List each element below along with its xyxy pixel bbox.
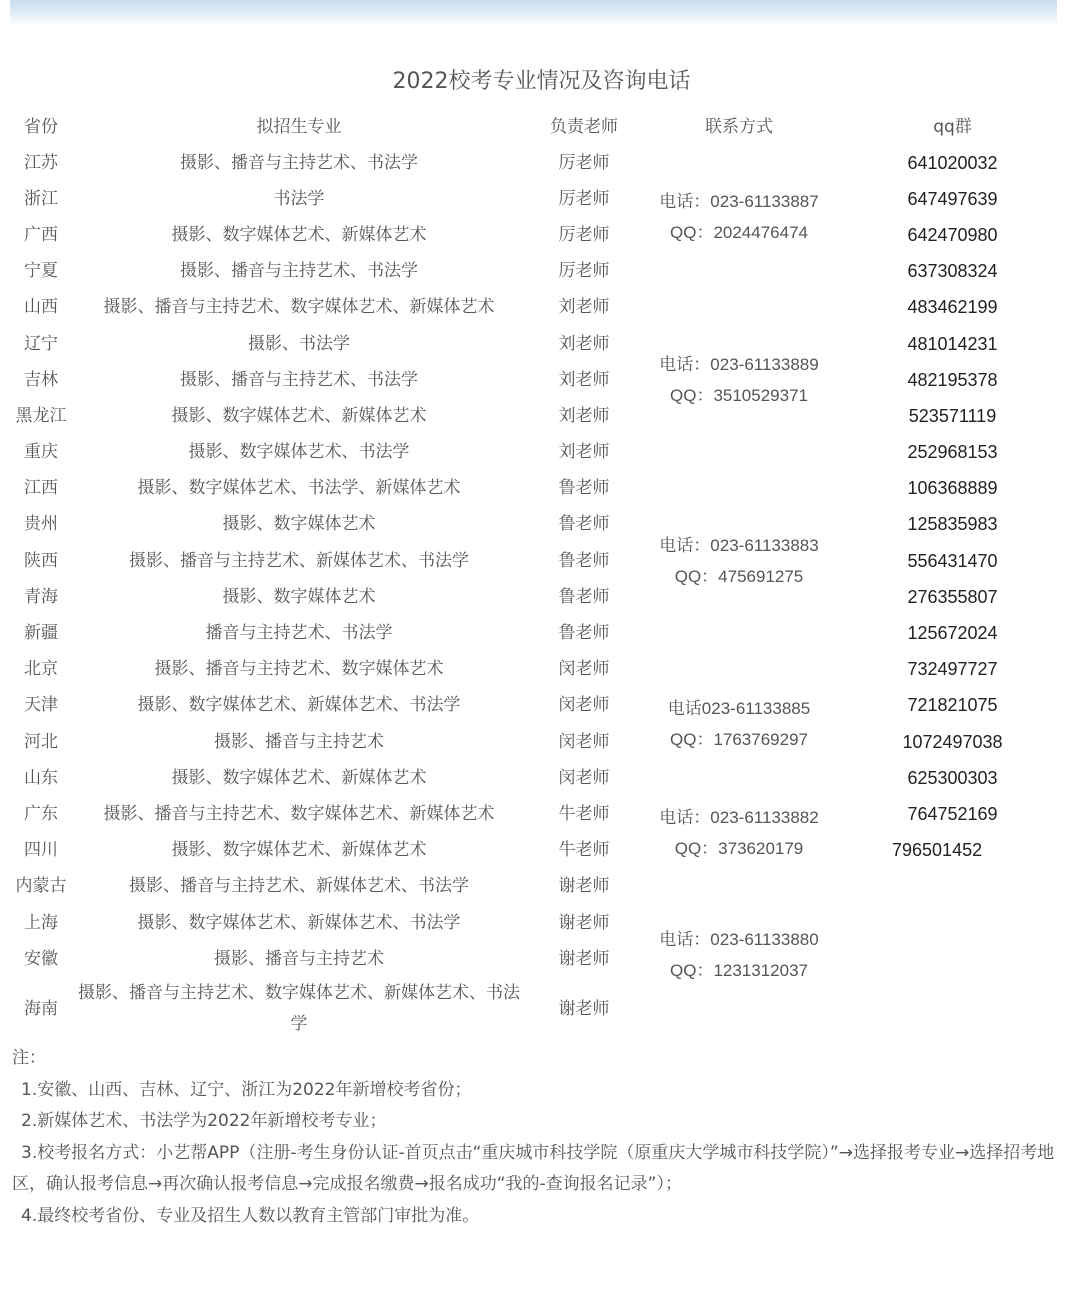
province-cell: 北京 <box>24 659 58 680</box>
contact-cell <box>644 796 834 868</box>
province-cell: 新疆 <box>24 623 58 644</box>
major-cell: 摄影、播音与主持艺术、新媒体艺术、书法学 <box>129 876 469 897</box>
page-title: 2022校考专业情况及咨询电话 <box>392 69 691 94</box>
table-row <box>8 688 1071 724</box>
table-row <box>8 977 1071 1041</box>
contact-qq: QQ：475691275 <box>674 567 804 587</box>
admissions-table <box>8 110 1071 1041</box>
qq-group-cell: 125672024 <box>907 623 998 644</box>
table-row <box>8 507 1071 543</box>
qq-group-cell <box>834 941 1071 977</box>
province-cell: 安徽 <box>24 948 58 969</box>
major-cell: 摄影、书法学 <box>248 333 350 354</box>
header-province: 省份 <box>24 117 58 137</box>
table-row <box>8 615 1071 651</box>
province-cell: 吉林 <box>24 369 58 390</box>
contact-qq: QQ：1763769297 <box>670 730 808 749</box>
table-row <box>8 760 1071 796</box>
note-item: 4.最终校考省份、专业及招生人数以教育主管部门审批为准。 <box>21 1205 480 1226</box>
table-row <box>8 471 1071 507</box>
qq-group-cell: 647497639 <box>907 188 998 209</box>
major-cell: 摄影、数字媒体艺术 <box>222 586 376 607</box>
contact-cell <box>644 290 834 471</box>
table-row <box>8 543 1071 579</box>
province-cell: 陕西 <box>24 550 58 571</box>
major-cell: 摄影、播音与主持艺术、数字媒体艺术 <box>154 659 444 680</box>
major-cell: 摄影、播音与主持艺术、数字媒体艺术、新媒体艺术 <box>103 297 495 318</box>
province-cell: 贵州 <box>24 514 58 535</box>
table-row <box>8 869 1071 905</box>
major-cell: 摄影、播音与主持艺术 <box>214 731 384 752</box>
major-cell: 摄影、数字媒体艺术、新媒体艺术 <box>171 405 427 426</box>
table-row <box>8 833 1071 869</box>
table-row <box>8 652 1071 688</box>
major-cell: 摄影、数字媒体艺术、新媒体艺术 <box>171 767 427 788</box>
qq-group-cell: 764752169 <box>907 803 998 824</box>
contact-phone: 电话023-61133885 <box>667 699 811 718</box>
major-cell: 摄影、数字媒体艺术、书法学、新媒体艺术 <box>137 478 461 499</box>
table-row <box>8 796 1071 832</box>
table-header-row <box>8 110 1071 145</box>
contact-cell <box>644 471 834 652</box>
qq-group-cell: 106368889 <box>907 478 998 499</box>
major-cell: 摄影、播音与主持艺术、数字媒体艺术、新媒体艺术、书法学 <box>78 983 520 1035</box>
teacher-cell: 鲁老师 <box>558 623 610 644</box>
teacher-cell: 闵老师 <box>558 767 610 788</box>
province-cell: 山西 <box>24 297 58 318</box>
table-row <box>8 145 1071 181</box>
teacher-cell: 刘老师 <box>558 405 610 426</box>
qq-group-cell: 796501452 <box>892 840 983 861</box>
province-cell: 河北 <box>24 731 58 752</box>
header-contact: 联系方式 <box>705 117 773 137</box>
qq-group-cell: 721821075 <box>907 695 998 716</box>
province-cell: 上海 <box>24 912 58 933</box>
major-cell: 摄影、数字媒体艺术、新媒体艺术 <box>171 840 427 861</box>
table-row <box>8 181 1071 217</box>
teacher-cell: 谢老师 <box>558 998 610 1019</box>
contact-phone: 电话：023-61133889 <box>659 355 819 375</box>
contact-cell <box>644 869 834 1042</box>
province-cell: 海南 <box>24 998 58 1019</box>
qq-group-cell: 732497727 <box>907 659 998 680</box>
teacher-cell: 刘老师 <box>558 442 610 463</box>
note-item: 1.安徽、山西、吉林、辽宁、浙江为2022年新增校考省份； <box>21 1079 472 1100</box>
province-cell: 重庆 <box>24 442 58 463</box>
qq-group-cell: 641020032 <box>907 152 998 173</box>
teacher-cell: 厉老师 <box>558 188 610 209</box>
teacher-cell: 闵老师 <box>558 731 610 752</box>
contact-phone: 电话：023-61133887 <box>659 192 819 212</box>
teacher-cell: 厉老师 <box>558 261 610 282</box>
province-cell: 江西 <box>24 478 58 499</box>
contact-phone: 电话：023-61133882 <box>659 807 819 827</box>
contact-qq: QQ：3510529371 <box>670 386 808 406</box>
contact-cell <box>644 145 834 290</box>
qq-group-cell: 523571119 <box>908 405 997 426</box>
table-row <box>8 724 1071 760</box>
teacher-cell: 刘老师 <box>558 369 610 390</box>
contact-cell <box>644 652 834 797</box>
table-row <box>8 290 1071 326</box>
major-cell: 摄影、播音与主持艺术、新媒体艺术、书法学 <box>129 550 469 571</box>
teacher-cell: 鲁老师 <box>558 478 610 499</box>
header-teacher: 负责老师 <box>550 117 618 137</box>
contact-phone: 电话：023-61133880 <box>659 930 819 950</box>
province-cell: 四川 <box>24 840 58 861</box>
teacher-cell: 厉老师 <box>558 152 610 173</box>
province-cell: 宁夏 <box>24 261 58 282</box>
teacher-cell: 刘老师 <box>558 297 610 318</box>
contact-qq: QQ：2024476474 <box>670 223 808 243</box>
major-cell: 摄影、播音与主持艺术、书法学 <box>180 261 418 282</box>
table-row <box>8 579 1071 615</box>
major-cell: 摄影、播音与主持艺术、数字媒体艺术、新媒体艺术 <box>103 803 495 824</box>
major-cell: 摄影、播音与主持艺术 <box>214 948 384 969</box>
qq-group-cell <box>834 869 1071 905</box>
qq-group-cell: 556431470 <box>907 550 998 571</box>
major-cell: 摄影、数字媒体艺术、书法学 <box>188 442 410 463</box>
table-row <box>8 941 1071 977</box>
qq-group-cell: 642470980 <box>907 224 998 245</box>
province-cell: 青海 <box>24 586 58 607</box>
header-qq-group: qq群 <box>933 117 972 137</box>
qq-group-cell: 625300303 <box>907 767 998 788</box>
major-cell: 摄影、数字媒体艺术、新媒体艺术、书法学 <box>137 695 461 716</box>
province-cell: 广西 <box>24 224 58 245</box>
table-row <box>8 254 1071 290</box>
province-cell: 浙江 <box>24 188 58 209</box>
qq-group-cell: 481014231 <box>907 333 998 354</box>
province-cell: 内蒙古 <box>15 876 67 897</box>
contact-qq: QQ：1231312037 <box>670 961 808 981</box>
province-cell: 山东 <box>24 767 58 788</box>
teacher-cell: 闵老师 <box>558 695 610 716</box>
qq-group-cell: 483462199 <box>907 297 998 318</box>
teacher-cell: 谢老师 <box>558 948 610 969</box>
teacher-cell: 谢老师 <box>558 912 610 933</box>
notes-label: 注： <box>12 1048 46 1068</box>
qq-group-cell: 1072497038 <box>902 731 1003 752</box>
table-row <box>8 326 1071 362</box>
notes-section <box>12 1043 1072 1232</box>
note-item: 2.新媒体艺术、书法学为2022年新增校考专业； <box>21 1111 387 1131</box>
teacher-cell: 厉老师 <box>558 224 610 245</box>
note-item: 3.校考报名方式：小艺帮APP（注册-考生身份认证-首页点击“重庆城市科技学院（原重庆大学城市科技学院）”→选择报考专业→选择招考地区，确认报考信息→再次确认报考信息→完成报名缴费→报名成功“我的-查询报名记录”）； <box>12 1142 1055 1194</box>
teacher-cell: 鲁老师 <box>558 514 610 535</box>
teacher-cell: 牛老师 <box>558 803 610 824</box>
major-cell: 摄影、数字媒体艺术、新媒体艺术 <box>171 224 427 245</box>
table-row <box>8 362 1071 398</box>
major-cell: 摄影、数字媒体艺术、新媒体艺术、书法学 <box>137 912 461 933</box>
teacher-cell: 牛老师 <box>558 840 610 861</box>
qq-group-cell: 125835983 <box>907 514 998 535</box>
major-cell: 摄影、播音与主持艺术、书法学 <box>180 152 418 173</box>
major-cell: 播音与主持艺术、书法学 <box>205 623 393 644</box>
contact-phone: 电话：023-61133883 <box>659 536 819 556</box>
table-row <box>8 398 1071 434</box>
major-cell: 摄影、播音与主持艺术、书法学 <box>180 369 418 390</box>
qq-group-cell <box>834 905 1071 941</box>
table-row <box>8 905 1071 941</box>
qq-group-cell: 276355807 <box>907 586 998 607</box>
major-cell: 摄影、数字媒体艺术 <box>222 514 376 535</box>
province-cell: 辽宁 <box>24 333 58 354</box>
table-row <box>8 435 1071 471</box>
teacher-cell: 闵老师 <box>558 659 610 680</box>
header-major: 拟招生专业 <box>256 117 342 137</box>
province-cell: 黑龙江 <box>15 405 67 426</box>
qq-group-cell: 482195378 <box>907 369 998 390</box>
teacher-cell: 谢老师 <box>558 876 610 897</box>
province-cell: 江苏 <box>24 152 58 173</box>
province-cell: 天津 <box>24 695 58 716</box>
major-cell: 书法学 <box>273 188 325 209</box>
province-cell: 广东 <box>24 803 58 824</box>
top-banner-bar <box>10 0 1057 26</box>
qq-group-cell <box>834 977 1071 1041</box>
qq-group-cell: 252968153 <box>907 442 998 463</box>
qq-group-cell: 637308324 <box>907 261 998 282</box>
contact-qq: QQ：373620179 <box>674 838 804 858</box>
table-row <box>8 217 1071 253</box>
teacher-cell: 刘老师 <box>558 333 610 354</box>
teacher-cell: 鲁老师 <box>558 586 610 607</box>
teacher-cell: 鲁老师 <box>558 550 610 571</box>
